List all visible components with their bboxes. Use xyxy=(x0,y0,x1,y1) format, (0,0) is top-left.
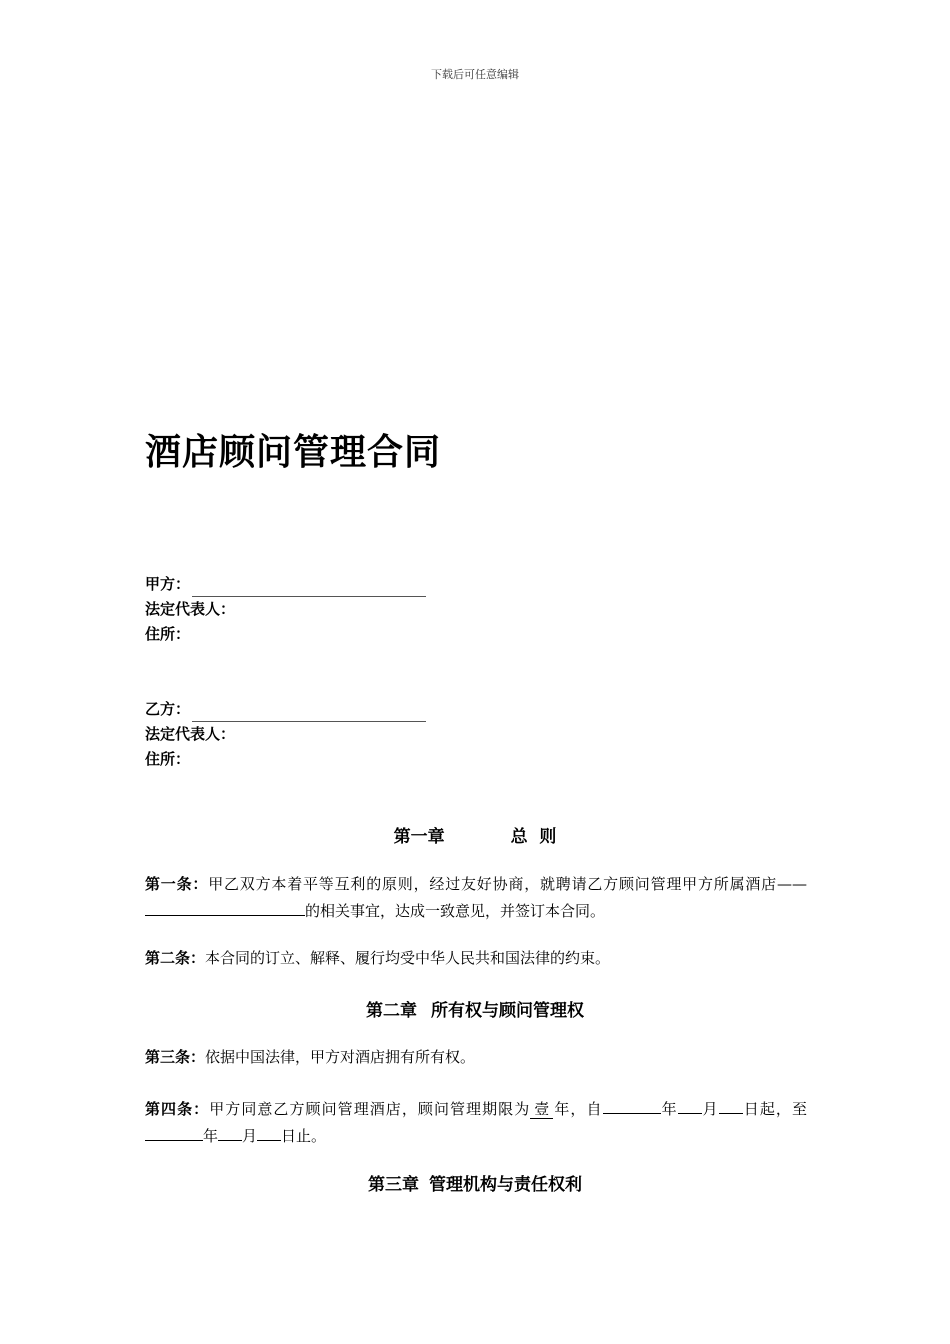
article-4-text-1: 甲方同意乙方顾问管理酒店，顾问管理期限为 xyxy=(209,1100,531,1118)
chapter-2-number: 第二章 xyxy=(366,1001,417,1021)
start-day-blank[interactable] xyxy=(719,1095,743,1114)
end-day-blank[interactable] xyxy=(257,1122,281,1141)
start-month-blank[interactable] xyxy=(678,1095,702,1114)
party-a-name-line xyxy=(145,572,426,597)
term-years-value[interactable]: 壹 xyxy=(530,1100,553,1119)
party-a-rep-label: 法定代表人： xyxy=(145,600,236,618)
start-year-unit: 年 xyxy=(660,1100,678,1118)
party-b-name-blank[interactable] xyxy=(192,703,426,722)
start-day-unit: 日起，至 xyxy=(742,1100,807,1118)
party-a-address-label: 住所： xyxy=(145,625,191,643)
party-a-rep-line xyxy=(145,597,426,622)
end-year-blank[interactable] xyxy=(145,1122,203,1141)
chapter-2-name: 所有权与顾问管理权 xyxy=(431,1001,584,1021)
end-year-unit: 年 xyxy=(203,1127,219,1145)
article-1-text-before: 甲乙双方本着平等互利的原则，经过友好协商，就聘请乙方顾问管理甲方所属酒店—— xyxy=(208,875,807,893)
party-b-address-label: 住所： xyxy=(145,750,191,768)
party-a-label: 甲方： xyxy=(145,575,191,593)
chapter-3-name: 管理机构与责任权利 xyxy=(429,1175,582,1195)
chapter-2-heading xyxy=(0,996,950,1021)
chapter-3-number: 第三章 xyxy=(368,1175,419,1195)
article-2-label: 第二条： xyxy=(145,949,206,967)
party-b-rep-line xyxy=(145,722,426,747)
article-3-label: 第三条： xyxy=(145,1048,206,1066)
chapter-3-heading xyxy=(0,1170,950,1195)
header-note: 下载后可任意编辑 xyxy=(431,68,519,81)
article-3-text: 依据中国法律，甲方对酒店拥有所有权。 xyxy=(205,1048,476,1066)
party-b-label: 乙方： xyxy=(145,700,191,718)
party-b-address-line xyxy=(145,747,426,772)
party-b-rep-label: 法定代表人： xyxy=(145,725,236,743)
party-b-block xyxy=(145,697,426,772)
party-b-name-line xyxy=(145,697,426,722)
article-3 xyxy=(145,1045,807,1070)
article-4 xyxy=(145,1095,807,1149)
party-a-block xyxy=(145,572,426,647)
chapter-1-name: 总 则 xyxy=(510,827,557,847)
end-month-blank[interactable] xyxy=(218,1122,242,1141)
article-4-label: 第四条： xyxy=(145,1100,210,1118)
end-day-unit: 日止。 xyxy=(281,1127,327,1145)
document-title: 酒店顾问管理合同 xyxy=(145,432,442,473)
article-1-text-after: 的相关事宜，达成一致意见，并签订本合同。 xyxy=(305,902,606,920)
chapter-1-heading xyxy=(0,822,950,847)
party-a-address-line xyxy=(145,622,426,647)
start-month-unit: 月 xyxy=(701,1100,719,1118)
start-year-blank[interactable] xyxy=(603,1095,661,1114)
article-2-text: 本合同的订立、解释、履行均受中华人民共和国法律的约束。 xyxy=(205,949,611,967)
article-1 xyxy=(145,872,807,924)
article-2 xyxy=(145,946,807,971)
chapter-1-number: 第一章 xyxy=(393,827,445,847)
party-a-name-blank[interactable] xyxy=(192,578,426,597)
article-1-label: 第一条： xyxy=(145,875,209,893)
hotel-name-blank[interactable] xyxy=(145,897,305,916)
article-4-text-2: 年，自 xyxy=(553,1100,603,1118)
end-month-unit: 月 xyxy=(242,1127,258,1145)
